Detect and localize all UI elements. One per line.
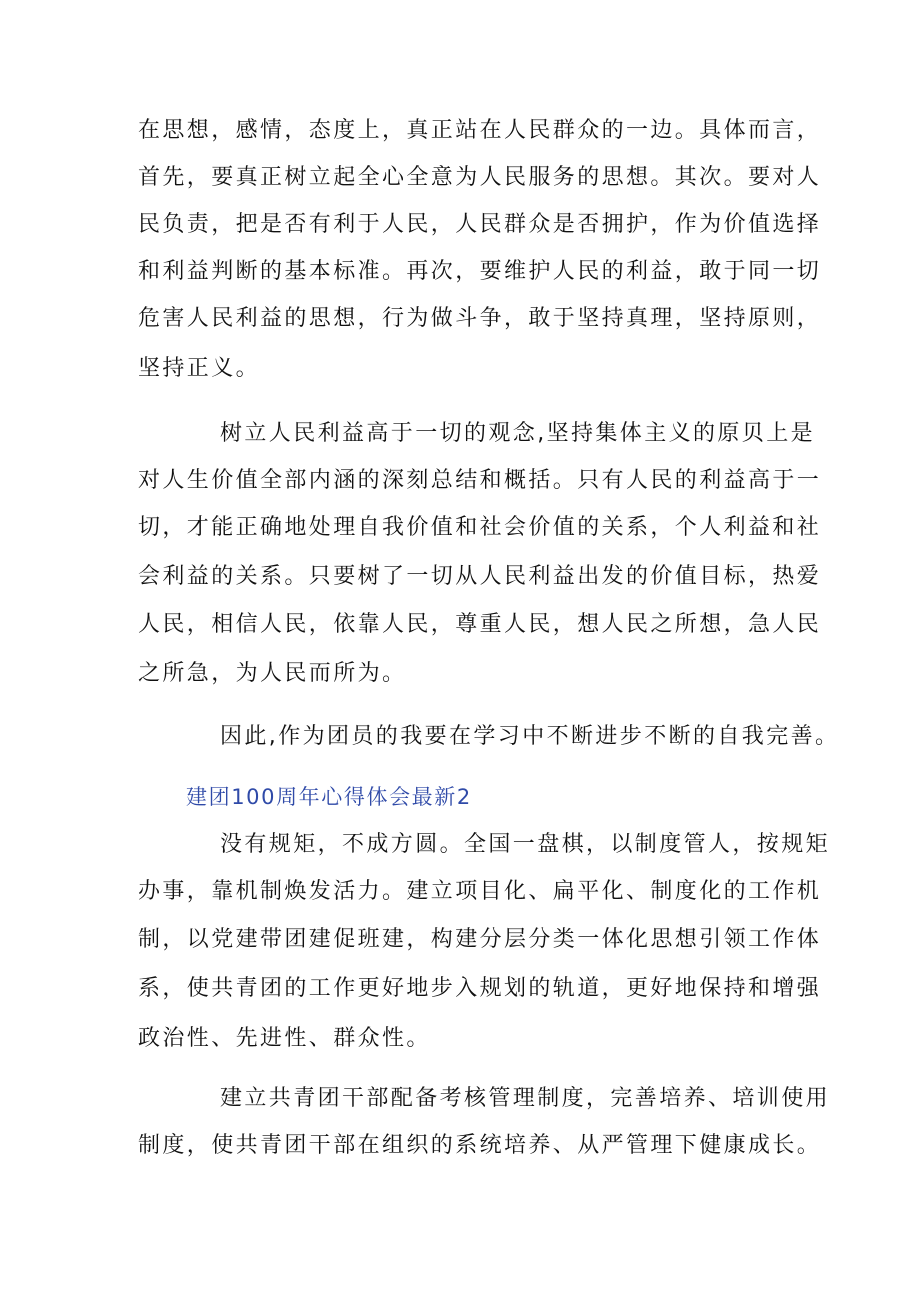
section-heading: 建团100周年心得体会最新2	[186, 785, 472, 809]
paragraph-line: 民负责，把是否有利于人民，人民群众是否拥护，作为价值选择	[138, 212, 822, 237]
paragraph-line: 建立共青团干部配备考核管理制度，完善培养、培训使用	[220, 1086, 831, 1111]
paragraph-line: 危害人民利益的思想，行为做斗争，敢于坚持真理，坚持原则，	[138, 306, 822, 331]
paragraph-line: 坚持正义。	[138, 356, 261, 381]
paragraph-line: 系，使共青团的工作更好地步入规划的轨道，更好地保持和增强	[138, 976, 822, 1001]
paragraph-line: 在思想，感情，态度上，真正站在人民群众的一边。具体而言，	[138, 118, 822, 143]
paragraph-line: 制度，使共青团干部在组织的系统培养、从严管理下健康成长。	[138, 1133, 822, 1158]
paragraph-line: 没有规矩，不成方圆。全国一盘棋，以制度管人，按规矩	[220, 832, 831, 857]
paragraph-line: 和利益判断的基本标准。再次，要维护人民的利益，敢于同一切	[138, 259, 822, 284]
paragraph-line: 切，才能正确地处理自我价值和社会价值的关系，个人利益和社	[138, 515, 822, 540]
paragraph-line: 办事，靠机制焕发活力。建立项目化、扁平化、制度化的工作机	[138, 879, 822, 904]
paragraph-line: 树立人民利益高于一切的观念,坚持集体主义的原贝上是	[220, 421, 815, 446]
paragraph-line: 对人生价值全部内涵的深刻总结和概括。只有人民的利益高于一	[138, 468, 822, 493]
paragraph-line: 因此,作为团员的我要在学习中不断进步不断的自我完善。	[220, 724, 840, 749]
paragraph-line: 政治性、先进性、群众性。	[138, 1026, 431, 1051]
paragraph-line: 之所急，为人民而所为。	[138, 661, 407, 686]
paragraph-line: 人民，相信人民，依靠人民，尊重人民，想人民之所想，急人民	[138, 612, 822, 637]
paragraph-line: 制，以党建带团建促班建，构建分层分类一体化思想引领工作体	[138, 927, 822, 952]
paragraph-line: 首先，要真正树立起全心全意为人民服务的思想。其次。要对人	[138, 165, 822, 190]
paragraph-line: 会利益的关系。只要树了一切从人民利益出发的价值目标，热爱	[138, 564, 822, 589]
